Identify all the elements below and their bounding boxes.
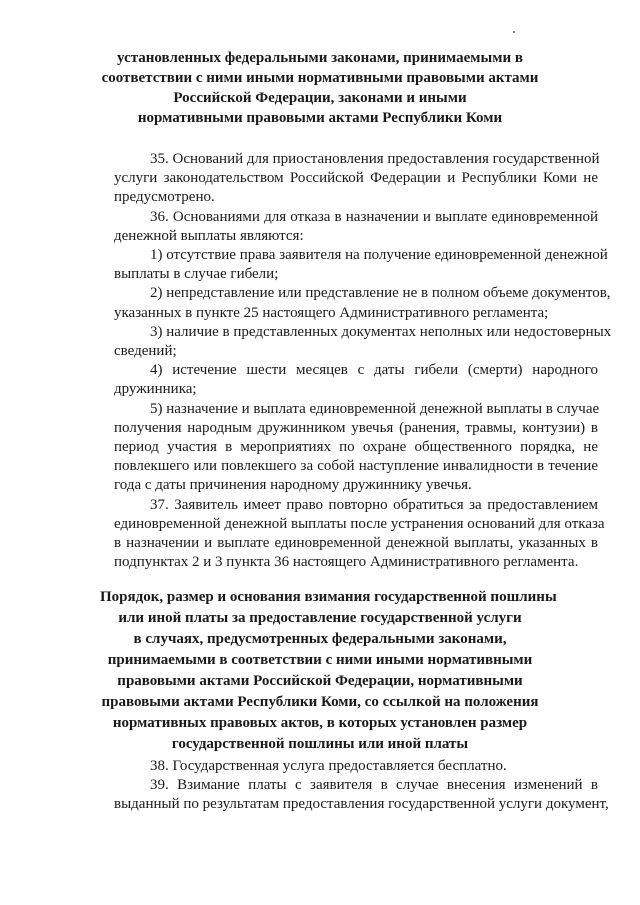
text-line: повлекшего или повлекшего за собой наступление инвалидности в течение (114, 458, 598, 475)
paragraph (114, 246, 608, 284)
heading-line: соответствии с ними иными нормативными правовыми актами (101, 70, 539, 86)
text-line: в назначении и выплате единовременной денежной выплаты, указанных в (114, 535, 598, 552)
text-line: выплаты в случае гибели; (114, 266, 279, 283)
heading-line: нормативными правовыми актами Республики Коми (137, 110, 503, 126)
text-line: сведений; (114, 343, 177, 360)
text-line: период участия в мероприятиях по охране общественного порядка, не (114, 439, 598, 456)
heading-line: Порядок, размер и основания взимания государственной пошлины (100, 589, 557, 605)
text-line: предусмотрено. (114, 189, 215, 206)
text-line: 36. Основаниями для отказа в назначении и выплате единовременной (150, 208, 598, 225)
text-line: указанных в пункте 25 настоящего Административного регламента; (114, 304, 549, 321)
text-line: 35. Оснований для приостановления предоставления государственной (150, 151, 600, 167)
text-line: 3) наличие в представленных документах неполных или недостоверных (150, 323, 612, 340)
section-body-grounds (114, 150, 612, 572)
text-line: 37. Заявитель имеет право повторно обратиться за предоставлением (150, 496, 598, 513)
section-heading-fees (100, 587, 557, 755)
section-heading-grounds (100, 48, 540, 128)
text-line: года с даты причинения народному дружиннику увечья. (114, 477, 472, 494)
section-body-fees (114, 757, 609, 815)
paragraph (114, 776, 609, 814)
heading-line: правовыми актами Республики Коми, со ссылкой на положения (101, 694, 539, 710)
text-line: дружинника; (114, 381, 197, 398)
paragraph (114, 284, 611, 322)
paragraph (114, 757, 598, 776)
text-line: выданный по результатам предоставления государственной услуги документ, (114, 796, 609, 813)
heading-line: Российской Федерации, законами и иными (173, 90, 467, 106)
paragraph (114, 208, 598, 246)
text-line: 39. Взимание платы с заявителя в случае внесения изменений в (150, 777, 598, 794)
text-line: денежной выплаты являются: (114, 227, 304, 244)
paragraph (114, 323, 612, 361)
paragraph (114, 496, 605, 573)
paragraph (114, 361, 598, 399)
paragraph (114, 150, 598, 208)
heading-line: принимаемыми в соответствии с ними иными нормативными (107, 652, 533, 668)
text-line: единовременной денежной выплаты после устранения оснований для отказа (114, 515, 605, 532)
heading-line: установленных федеральными законами, принимаемыми в (117, 50, 523, 66)
text-line: 2) непредставление или представление не в полном объеме документов, (150, 285, 611, 302)
heading-line: нормативных правовых актов, в которых установлен размер (112, 715, 528, 731)
heading-line: государственной пошлины или иной платы (171, 736, 469, 752)
text-line: получения народным дружинником увечья (ранения, травмы, контузии) в (114, 419, 598, 436)
text-line: 1) отсутствие права заявителя на получение единовременной денежной (150, 247, 608, 264)
text-line: 38. Государственная услуга предоставляется бесплатно. (150, 758, 507, 774)
text-line: 5) назначение и выплата единовременной денежной выплаты в случае (150, 400, 600, 417)
text-line: подпунктах 2 и 3 пункта 36 настоящего Административного регламента. (114, 554, 579, 571)
text-line: услуги законодательством Российской Федерации и Республики Коми не (114, 170, 598, 187)
text-line: 4) истечение шести месяцев с даты гибели (смерти) народного (150, 362, 598, 379)
heading-line: в случаях, предусмотренных федеральными законами, (133, 631, 507, 647)
heading-line: или иной платы за предоставление государственной услуги (118, 610, 522, 626)
scan-speck (513, 31, 515, 33)
paragraph (114, 400, 598, 496)
heading-line: правовыми актами Российской Федерации, нормативными (117, 673, 523, 689)
